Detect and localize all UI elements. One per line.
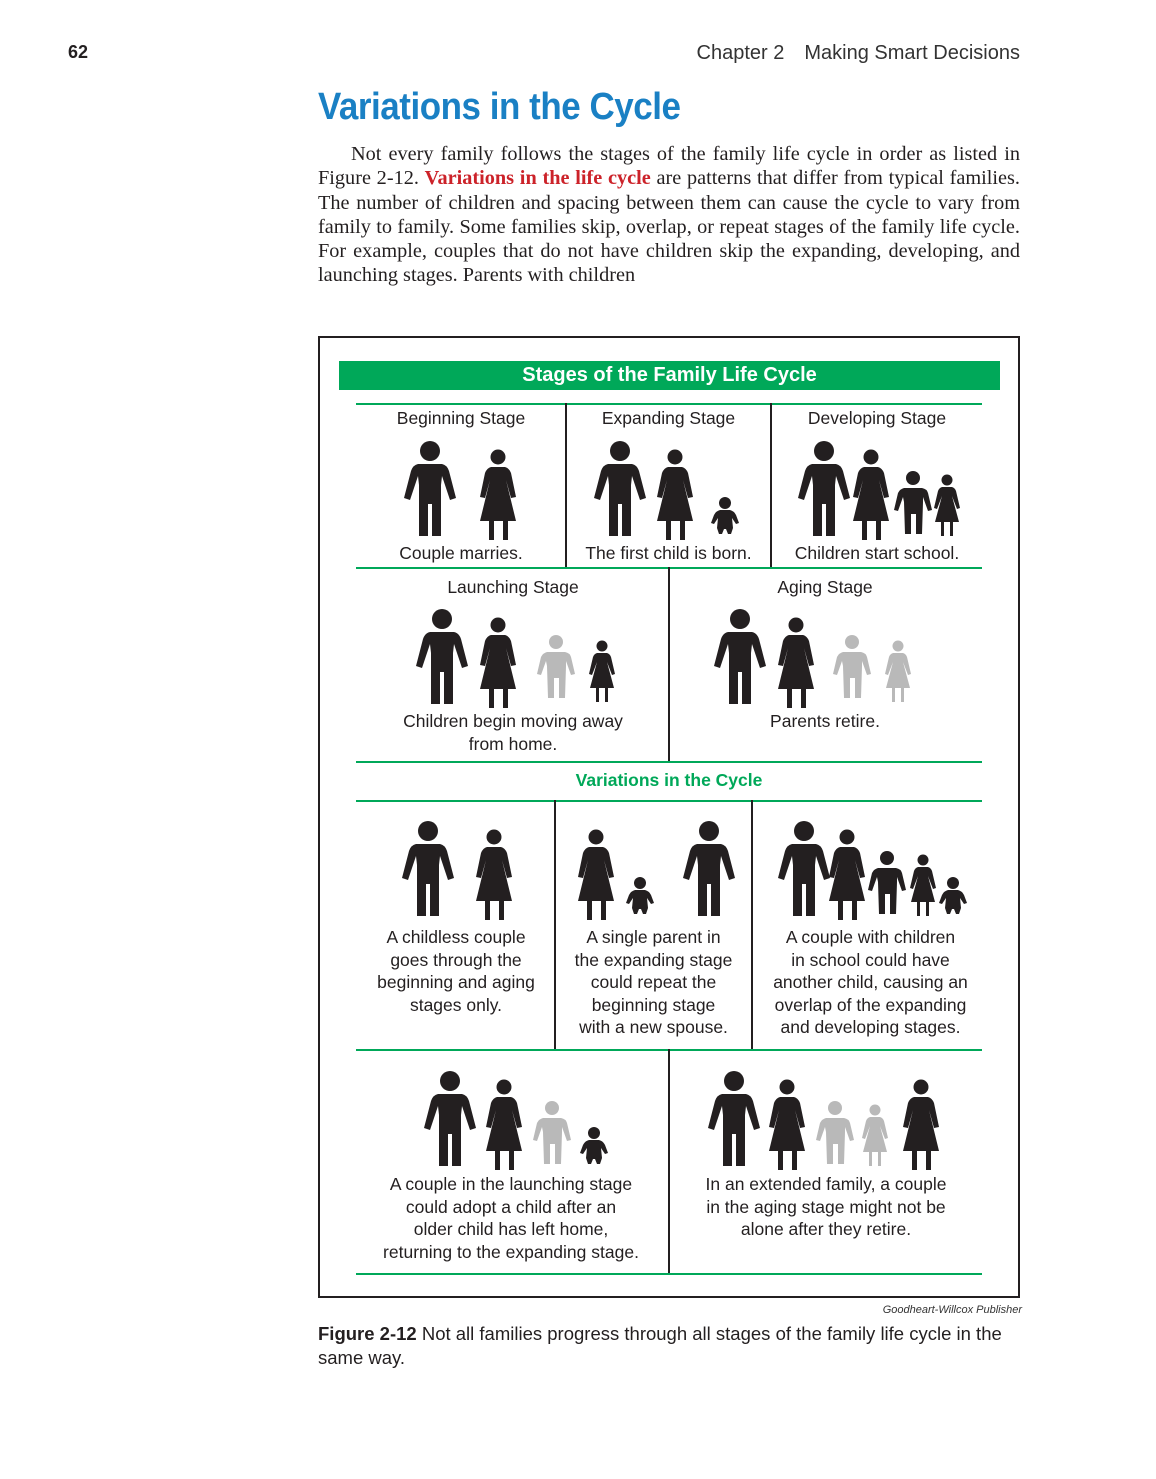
stage-desc-beginning: Couple marries. bbox=[399, 543, 523, 563]
divider bbox=[356, 403, 982, 405]
stage-desc-launching: Children begin moving away from home. bbox=[403, 711, 623, 754]
man-figure bbox=[404, 441, 456, 536]
woman-figure bbox=[480, 450, 516, 541]
caption-text: Not all families progress through all stages of the family life cycle in the same way. bbox=[318, 1323, 1002, 1368]
figure-caption bbox=[318, 1322, 1018, 1370]
variation-desc-single-parent: A single parent in the expanding stage could repeat the beginning stage with a new spouse. bbox=[574, 927, 733, 1037]
stage-desc-expanding: The first child is born. bbox=[585, 543, 752, 563]
stage-desc-aging: Parents retire. bbox=[770, 711, 880, 731]
expanding-stage-figures bbox=[590, 440, 750, 540]
launching-stage-figures bbox=[412, 608, 622, 708]
variation-overlap-figures bbox=[775, 820, 975, 920]
variation-desc-extended-family: In an extended family, a couple in the aging stage might not be alone after they retire. bbox=[705, 1174, 947, 1239]
paragraph-text-end: are patterns that differ from typical families. The number of children and spacing between them can cause the cycle to vary from family to family. Some families skip, overlap, or repeat stages of the family life cycle. For example, couples that do not have children skip the expanding, developing, and launching stages. Parents with children bbox=[318, 167, 1020, 287]
variation-desc-overlap: A couple with children in school could have another child, causing an overlap of the expanding and developing stages. bbox=[773, 927, 968, 1037]
stage-title-developing: Developing Stage bbox=[807, 408, 947, 428]
key-term: Variations in the life cycle bbox=[424, 167, 651, 190]
stage-title-launching: Launching Stage bbox=[447, 577, 579, 597]
caption-label: Figure 2-12 bbox=[318, 1323, 417, 1344]
stage-title-expanding: Expanding Stage bbox=[601, 408, 736, 428]
variation-extended-family-figures bbox=[705, 1070, 955, 1170]
section-title: Variations in the Cycle bbox=[318, 86, 681, 128]
variation-childless-figures bbox=[398, 820, 528, 920]
divider bbox=[356, 761, 982, 763]
variation-single-parent-figures bbox=[572, 820, 742, 920]
paragraph-text-start: Not every family follows the stages of the family life cycle in order as listed in Figure 2-12. bbox=[318, 143, 1020, 190]
body-paragraph bbox=[318, 142, 1020, 288]
stage-title-aging: Aging Stage bbox=[777, 577, 873, 597]
variation-desc-childless: A childless couple goes through the beginning and aging stages only. bbox=[377, 927, 535, 1015]
stage-title-beginning: Beginning Stage bbox=[396, 408, 526, 428]
beginning-stage-figures bbox=[400, 440, 530, 540]
aging-stage-figures bbox=[710, 608, 920, 708]
page-number: 62 bbox=[68, 42, 89, 62]
stage-desc-developing: Children start school. bbox=[794, 543, 960, 563]
variation-desc-adopt: A couple in the launching stage could adopt a child after an older child has left home, returning to the expanding stage. bbox=[383, 1174, 639, 1262]
variation-adopt-figures bbox=[420, 1070, 620, 1170]
variations-heading: Variations in the Cycle bbox=[575, 770, 763, 790]
figure-title-banner: Stages of the Family Life Cycle bbox=[339, 361, 1000, 390]
developing-stage-figures bbox=[795, 440, 970, 540]
divider bbox=[356, 800, 982, 802]
divider bbox=[356, 1273, 982, 1275]
image-credit: Goodheart-Willcox Publisher bbox=[882, 1304, 1022, 1316]
running-head: Chapter 2 Making Smart Decisions bbox=[696, 42, 1020, 64]
